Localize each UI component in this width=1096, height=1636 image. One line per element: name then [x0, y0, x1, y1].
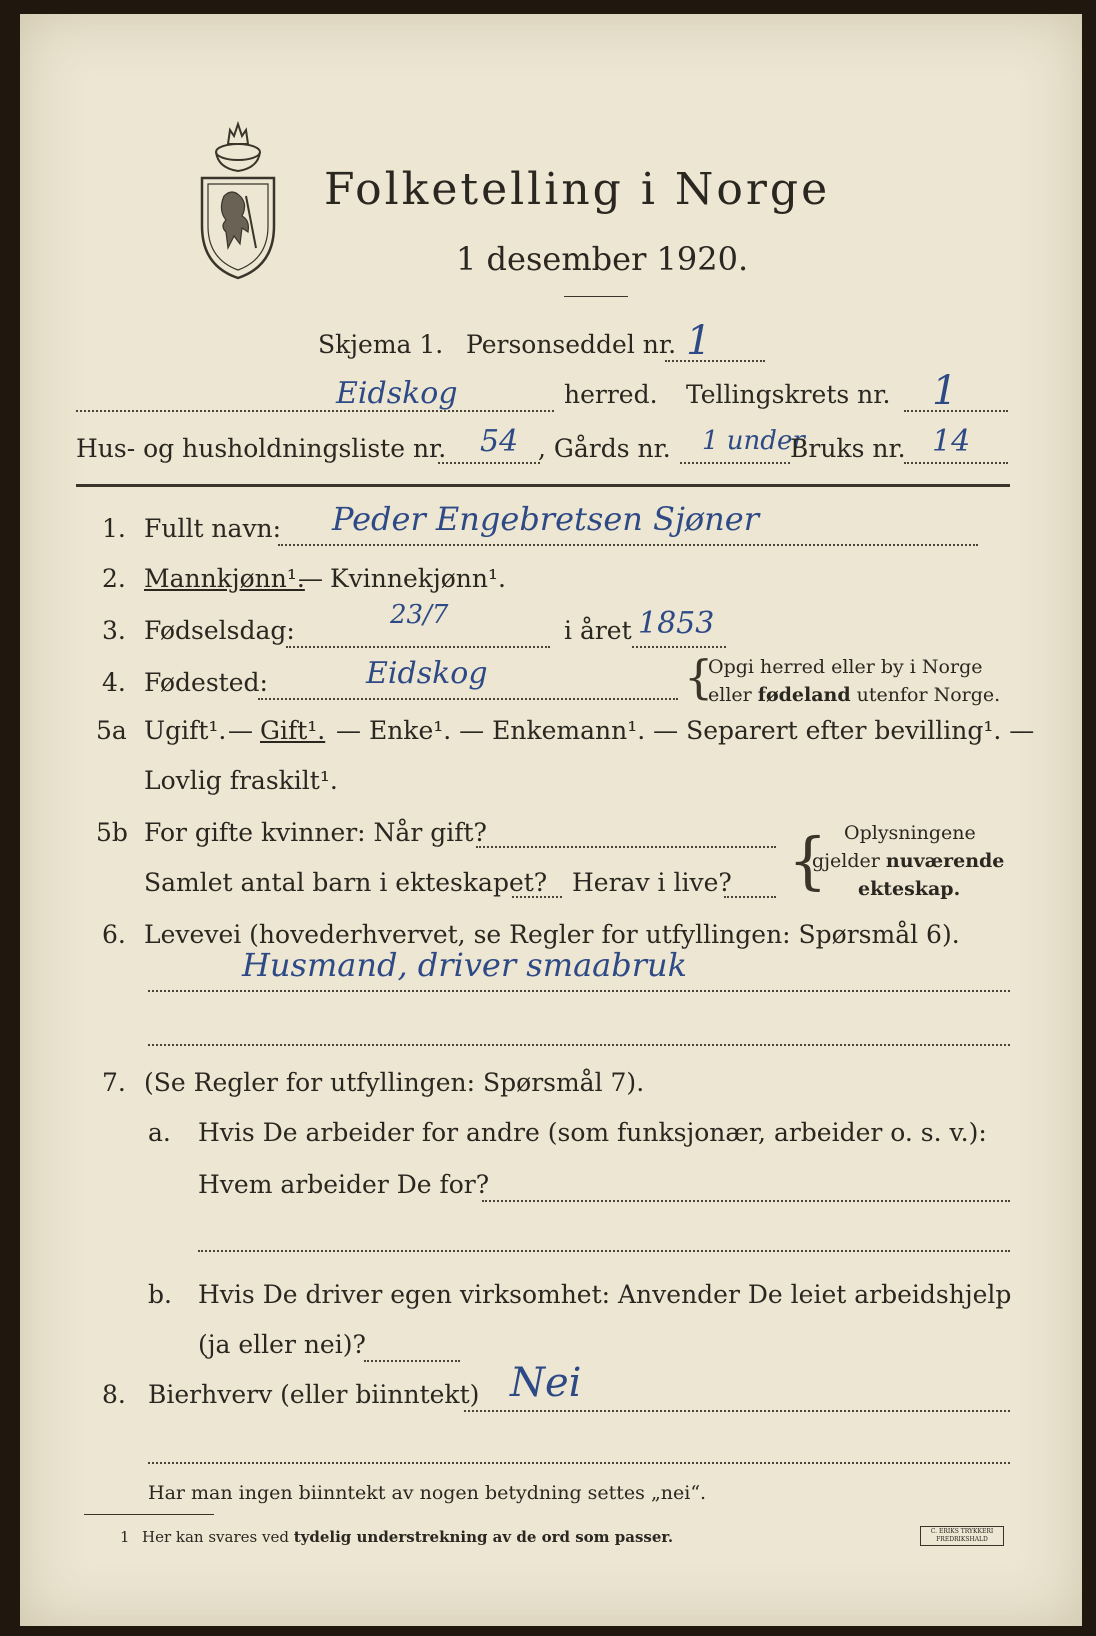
- q4-label: Fødested:: [144, 668, 268, 697]
- q2-female-option: Kvinnekjønn¹.: [330, 564, 506, 593]
- census-date: 1 desember 1920.: [456, 240, 749, 278]
- gards-line: [680, 462, 790, 464]
- q3-day-value: 23/7: [390, 600, 449, 630]
- q7b-text: Hvis De driver egen virksomhet: Anvender De leiet arbeidshjelp: [198, 1280, 1012, 1309]
- q7-number: 7.: [102, 1068, 126, 1097]
- footnote-text: Her kan svares ved tydelig understrekning av de ord som passer.: [142, 1528, 674, 1546]
- q5b-label-married: For gifte kvinner: Når gift?: [144, 818, 487, 847]
- q8-line1: [464, 1410, 1010, 1412]
- q5b-note-line3: ekteskap.: [858, 878, 961, 900]
- q7a-question: Hvem arbeider De for?: [198, 1170, 490, 1199]
- q7-label: (Se Regler for utfyllingen: Spørsmål 7).: [144, 1068, 645, 1097]
- q7b-line: [364, 1360, 460, 1362]
- q8-value: Nei: [510, 1360, 582, 1406]
- herred-value: Eidskog: [336, 376, 458, 411]
- gards-value: 1 under: [702, 426, 805, 456]
- q5a-other-options: — Enke¹. — Enkemann¹. — Separert efter bevilling¹. —: [336, 716, 1035, 745]
- personseddel-label: Personseddel nr.: [466, 330, 677, 359]
- q3-day-line: [286, 646, 550, 648]
- hus-label: Hus- og husholdningsliste nr.: [76, 434, 447, 463]
- q5b-label-children: Samlet antal barn i ekteskapet?: [144, 868, 548, 897]
- form-title: Folketelling i Norge: [324, 164, 831, 215]
- bruks-value: 14: [932, 424, 971, 459]
- hus-value: 54: [480, 424, 519, 459]
- printer-stamp: C. ERIKS TRYKKERI FREDRIKSHALD: [920, 1526, 1004, 1546]
- title-divider: [564, 296, 628, 297]
- q7b-question: (ja eller nei)?: [198, 1330, 366, 1359]
- q5b-children-line: [512, 896, 562, 898]
- q5b-label-alive: Herav i live?: [572, 868, 732, 897]
- hus-line: [438, 462, 540, 464]
- census-form-page: [20, 14, 1082, 1626]
- q5b-alive-line: [724, 896, 776, 898]
- tellingskrets-label: Tellingskrets nr.: [686, 380, 891, 409]
- q5a-number: 5a: [96, 716, 127, 745]
- q3-year-line: [632, 646, 726, 648]
- q2-male-option: Mannkjønn¹.: [144, 564, 305, 593]
- q2-number: 2.: [102, 564, 126, 593]
- q1-full-name-value: Peder Engebretsen Sjøner: [332, 500, 759, 538]
- q4-note-line2: eller fødeland utenfor Norge.: [708, 684, 1001, 706]
- q7a-line1: [482, 1200, 1010, 1202]
- herred-line: [76, 410, 554, 412]
- q5b-note-brace: {: [788, 824, 828, 897]
- herred-label: herred.: [564, 380, 658, 409]
- skjema-label: Skjema 1.: [318, 330, 444, 359]
- q3-number: 3.: [102, 616, 126, 645]
- q2-separator: —: [298, 564, 323, 593]
- footnote-divider: [84, 1514, 214, 1515]
- q4-line: [258, 698, 678, 700]
- q5a-ugift-option: Ugift¹.: [144, 716, 227, 745]
- footer-note: Har man ingen biinntekt av nogen betydning settes „nei“.: [148, 1482, 707, 1504]
- gards-label: , Gårds nr.: [538, 434, 671, 463]
- bruks-label: Bruks nr.: [790, 434, 906, 463]
- q7a-letter: a.: [148, 1118, 171, 1147]
- q5b-note-line2: gjelder nuværende: [812, 850, 1005, 872]
- q8-line2: [148, 1462, 1010, 1464]
- coat-of-arms-icon: [198, 116, 278, 281]
- q6-line2: [148, 1044, 1010, 1046]
- q8-label: Bierhverv (eller biinntekt): [148, 1380, 480, 1409]
- q7a-line2: [198, 1250, 1010, 1252]
- header-divider: [76, 484, 1010, 487]
- q3-year-value: 1853: [638, 606, 715, 641]
- q5b-note-line1: Oplysningene: [844, 822, 976, 844]
- q1-number: 1.: [102, 514, 126, 543]
- q7a-text: Hvis De arbeider for andre (som funksjonær, arbeider o. s. v.):: [198, 1118, 987, 1147]
- q5a-gift-option: Gift¹.: [260, 716, 326, 745]
- q1-label: Fullt navn:: [144, 514, 282, 543]
- q5a-dash: —: [228, 716, 253, 745]
- q4-birthplace-value: Eidskog: [366, 656, 488, 691]
- q5b-number: 5b: [96, 818, 128, 847]
- q3-label: Fødselsdag:: [144, 616, 295, 645]
- q4-note-line1: Opgi herred eller by i Norge: [708, 656, 983, 678]
- q4-number: 4.: [102, 668, 126, 697]
- q1-line: [278, 544, 978, 546]
- q8-number: 8.: [102, 1380, 126, 1409]
- q6-line1: [148, 990, 1010, 992]
- q3-year-label: i året: [564, 616, 632, 645]
- q7b-letter: b.: [148, 1280, 172, 1309]
- bruks-line: [904, 462, 1008, 464]
- tellingskrets-value: 1: [932, 368, 958, 414]
- q6-label: Levevei (hovederhvervet, se Regler for utfyllingen: Spørsmål 6).: [144, 920, 960, 949]
- footnote-mark: 1: [120, 1528, 130, 1546]
- personseddel-value: 1: [686, 318, 712, 364]
- q5b-married-line: [476, 846, 776, 848]
- q5a-fraskilt-option: Lovlig fraskilt¹.: [144, 766, 338, 795]
- q4-note-brace: {: [684, 650, 714, 704]
- q6-occupation-value: Husmand, driver smaabruk: [242, 946, 687, 984]
- personseddel-line: [665, 360, 765, 362]
- q6-number: 6.: [102, 920, 126, 949]
